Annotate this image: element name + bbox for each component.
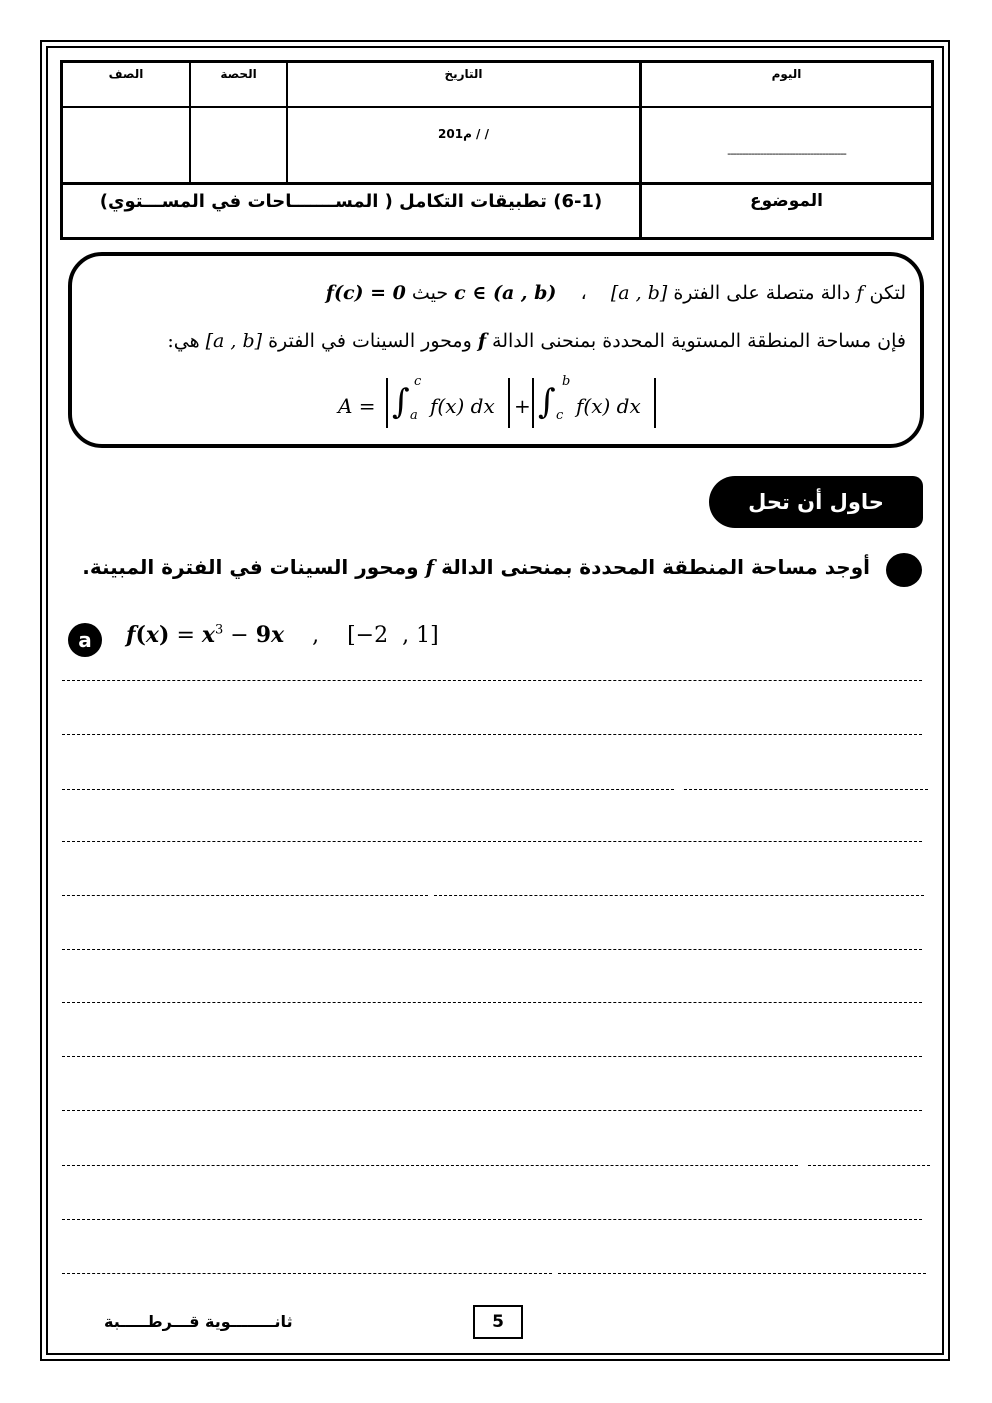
answer-line <box>62 1002 922 1003</box>
question-text: أوجد مساحة المنطقة المحددة بمنحنى الدالة f ومحور السينات في الفترة المبينة. <box>82 555 870 579</box>
bullet-icon <box>886 553 922 587</box>
subject-title: (6-1) تطبيقات التكامل ( المســـــــاحات في المســـتوي) <box>99 191 603 212</box>
answer-line <box>62 1219 922 1220</box>
answer-line <box>62 1165 798 1166</box>
rule-line-2: فإن مساحة المنطقة المستوية المحددة بمنحنى الدالة f ومحور السينات في الفترة [a , b] هي: <box>167 330 906 352</box>
school-name: ثانــــــــوية قـــرطـــــبة <box>104 1312 293 1331</box>
answer-line <box>62 1273 552 1274</box>
try-to-solve-badge: حاول أن تحل <box>709 476 923 528</box>
answer-line <box>558 1273 926 1274</box>
subject-label: الموضوع <box>750 191 823 211</box>
page-number: 5 <box>473 1305 523 1339</box>
header-date-label: التاريخ <box>444 67 483 81</box>
rule-line-1: لتكن f دالة متصلة على الفترة [a , b] ، c ∈ (a , b) حيث f(c) = 0 <box>325 282 906 304</box>
date-value: 201م / / <box>438 127 489 141</box>
answer-line <box>62 734 922 735</box>
page-inner-frame <box>46 46 944 1355</box>
answer-line <box>62 949 922 950</box>
header-table <box>60 60 934 240</box>
item-a-badge: a <box>68 623 102 657</box>
answer-line <box>808 1165 930 1166</box>
answer-line <box>62 841 922 842</box>
answer-line <box>62 1110 922 1111</box>
area-formula: A = ∫ a c f(x) dx + ∫ c b f(x) dx <box>338 380 668 432</box>
rule-box <box>68 252 924 448</box>
answer-line <box>684 789 928 790</box>
answer-line <box>62 680 922 681</box>
header-class-label: الصف <box>108 67 144 81</box>
item-a-function: $f(x) = x^3 - 9x$ , [−2 , 1] <box>126 622 439 648</box>
header-day-label: اليوم <box>771 67 802 81</box>
answer-line <box>62 895 428 896</box>
answer-line <box>62 789 674 790</box>
header-period-label: الحصة <box>220 67 257 81</box>
day-value: ---------------------------------------- <box>727 147 846 160</box>
answer-line <box>434 895 924 896</box>
answer-line <box>62 1056 922 1057</box>
